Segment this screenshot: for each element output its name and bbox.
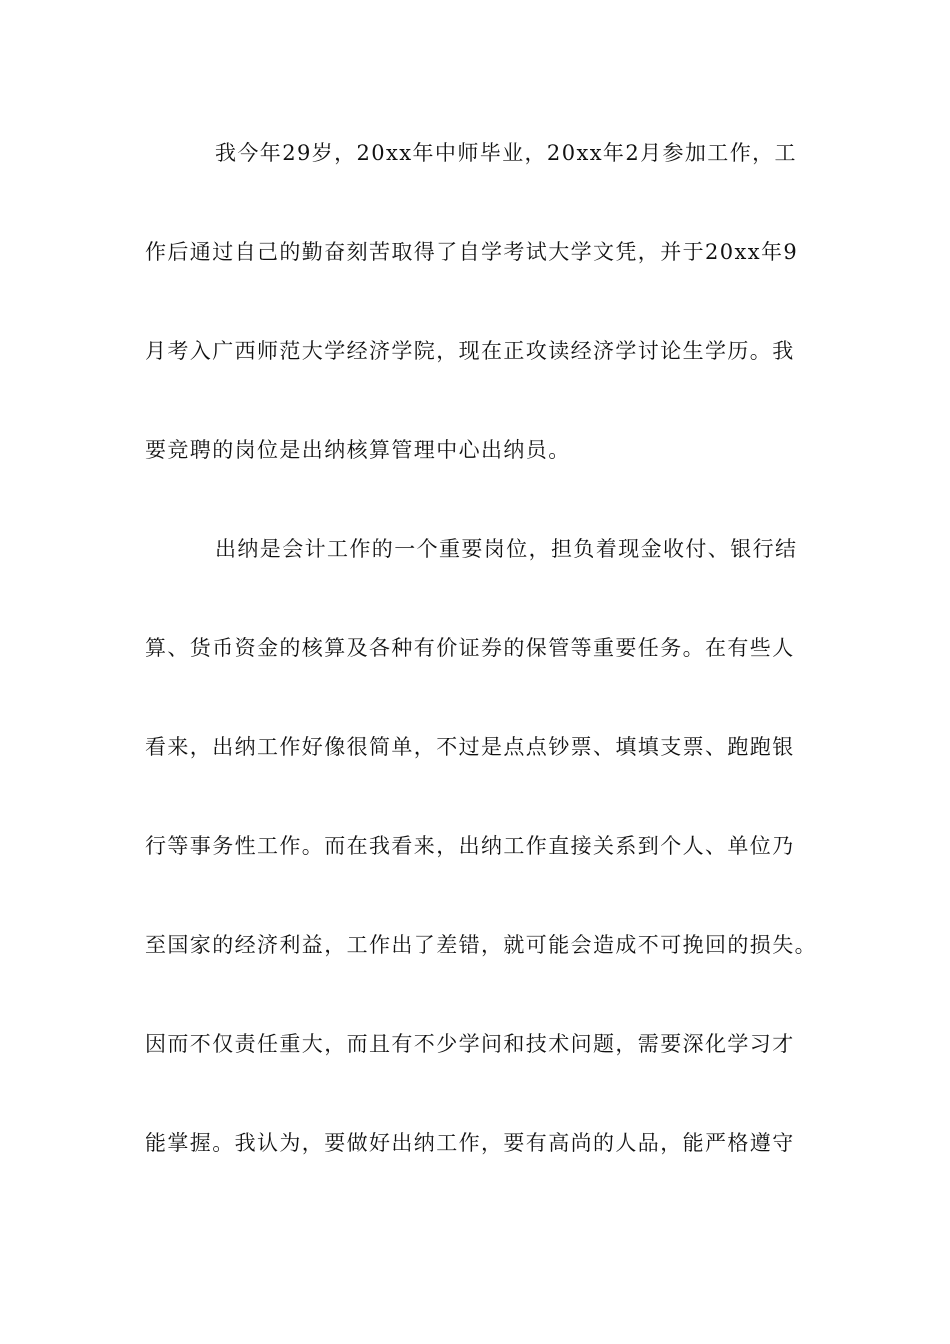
text-line: 至国家的经济利益，工作出了差错，就可能会造成不可挽回的损失。 bbox=[145, 933, 817, 957]
text-line: 出纳是会计工作的一个重要岗位，担负着现金收付、银行结 bbox=[215, 537, 798, 561]
text-line: 我今年29岁，20xx年中师毕业，20xx年2月参加工作，工 bbox=[215, 141, 797, 165]
text-line: 能掌握。我认为，要做好出纳工作，要有高尚的人品，能严格遵守 bbox=[145, 1131, 795, 1155]
text-line: 行等事务性工作。而在我看来，出纳工作直接关系到个人、单位乃 bbox=[145, 834, 795, 858]
text-line: 要竞聘的岗位是出纳核算管理中心出纳员。 bbox=[145, 438, 571, 462]
text-line: 作后通过自己的勤奋刻苦取得了自学考试大学文凭，并于20xx年9 bbox=[145, 240, 799, 264]
text-line: 因而不仅责任重大，而且有不少学问和技术问题，需要深化学习才 bbox=[145, 1032, 795, 1056]
text-line: 看来，出纳工作好像很简单，不过是点点钞票、填填支票、跑跑银 bbox=[145, 735, 795, 759]
text-line: 算、货币资金的核算及各种有价证券的保管等重要任务。在有些人 bbox=[145, 636, 795, 660]
text-line: 月考入广西师范大学经济学院，现在正攻读经济学讨论生学历。我 bbox=[145, 339, 795, 363]
